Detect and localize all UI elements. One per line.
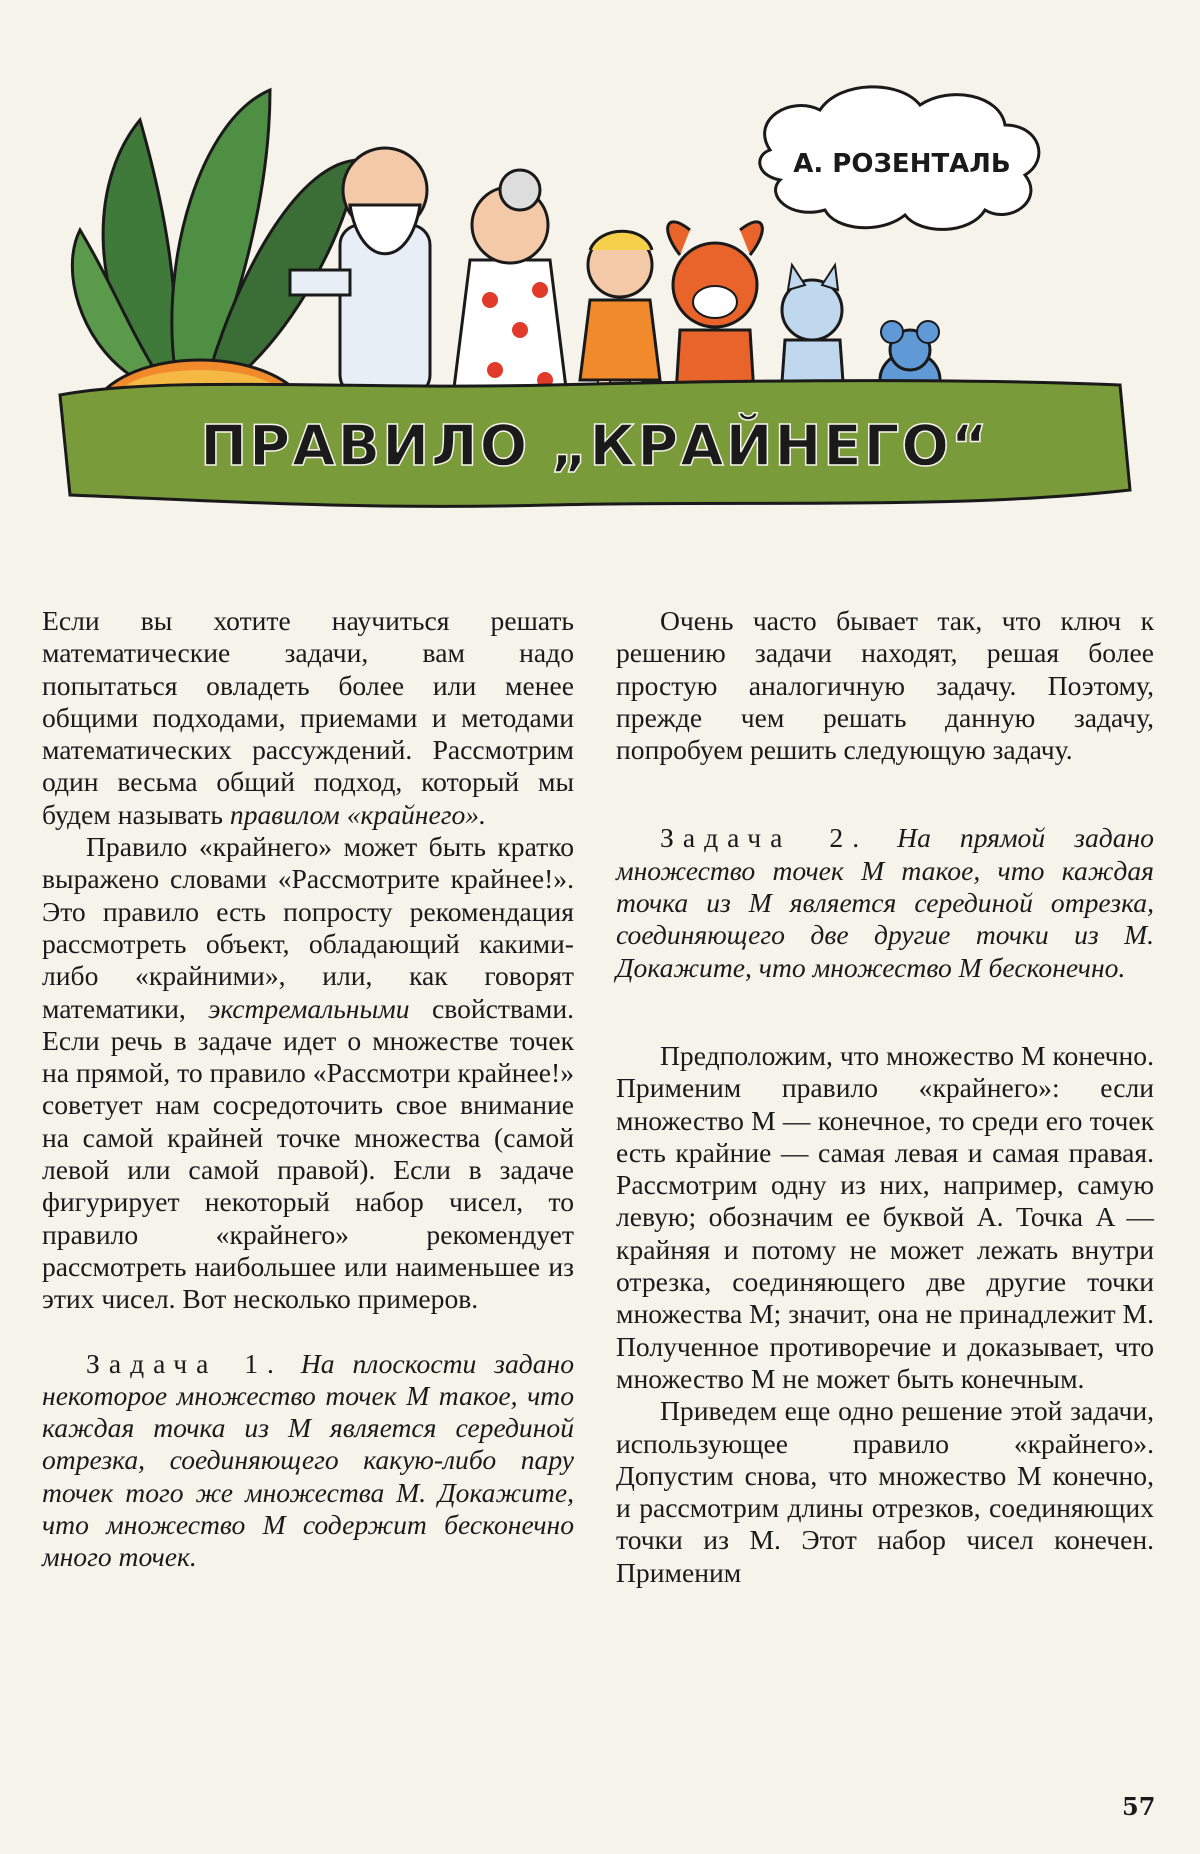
rule-emphasis: экстремальными	[208, 992, 410, 1024]
illustration-svg	[50, 40, 1150, 585]
task2-paragraph	[616, 822, 1154, 983]
task1-paragraph	[42, 1348, 574, 1574]
grandma-figure	[450, 170, 570, 420]
task1-text: На плоскости задано некоторое множество точек M такое, что каждая точка из M является серединой отрезка, соединяющего какую-либо пару точек того же множества M. Докажите, что множество M содержит бесконечно много точек.	[42, 1347, 574, 1573]
rule-text-a: Правило «крайнего» может быть кратко выражено словами «Рассмотрите крайнее!». Это правило есть попросту рекомендация рассмотреть объект, обладающий какими-либо «крайними», или, как говорят математики,	[42, 831, 574, 1024]
intro-paragraph	[42, 605, 574, 831]
author-name: А. РОЗЕНТАЛЬ	[793, 149, 1011, 179]
page-number: 57	[1122, 1792, 1156, 1821]
rule-text-b: свойствами. Если речь в задаче идет о множестве точек на прямой, то правило «Рассмотри крайнее!» советует нам сосредоточить свое внимание на самой крайней точке множества (самой левой или самой правой). Если в задаче фигурирует некоторый набор чисел, то правило «крайнего» рекомендует рассмотреть наибольшее или наименьшее из этих чисел. Вот несколько примеров.	[42, 992, 574, 1315]
left-column	[42, 605, 574, 1574]
intro-text: Если вы хотите научиться решать математические задачи, вам надо попытаться овладеть более или менее общими подходами, приемами и методами математических рассуждений. Рассмотрим один весьма общий подход, который мы будем называть	[42, 605, 574, 830]
second-solution-paragraph: Приведем еще одно решение этой задачи, использующее правило «крайнего». Допустим снова, что множество M конечно, и рассмотрим длины отрезков, соединяющих точки из M. Этот набор чисел конечен. Применим	[616, 1395, 1154, 1588]
proof-paragraph: Предположим, что множество M конечно. Применим правило «крайнего»: если множество M — конечное, то среди его точек есть крайние — самая левая и самая правая. Рассмотрим одну из них, например, самую левую; обозначим ее буквой A. Точка A — крайняя и потому не может лежать внутри отрезка, соединяющего две другие точки множества M; значит, она не принадлежит M. Полученное противоречие и доказывает, что множество M не может быть конечным.	[616, 1039, 1154, 1394]
task2-label: Задача 2.	[660, 822, 869, 854]
task2-text: На прямой задано множество точек M такое, что каждая точка из M является серединой отрезка, соединяющего две другие точки из M. Докажите, что множество M бесконечно.	[616, 822, 1154, 983]
right-column	[616, 605, 1154, 1589]
header-illustration	[50, 40, 1150, 585]
approach-paragraph: Очень часто бывает так, что ключ к решению задачи находят, решая более простую аналогичную задачу. Поэтому, прежде чем решать данную задачу, попробуем решить следующую задачу.	[616, 605, 1154, 766]
author-cloud	[760, 87, 1039, 230]
turnip-leaves	[72, 90, 360, 375]
rule-paragraph	[42, 831, 574, 1315]
task1-label: Задача 1.	[86, 1347, 283, 1379]
article-title: ПРАВИЛО „КРАЙНЕГО“	[200, 414, 990, 479]
intro-emphasis: правилом «крайнего».	[229, 798, 486, 830]
